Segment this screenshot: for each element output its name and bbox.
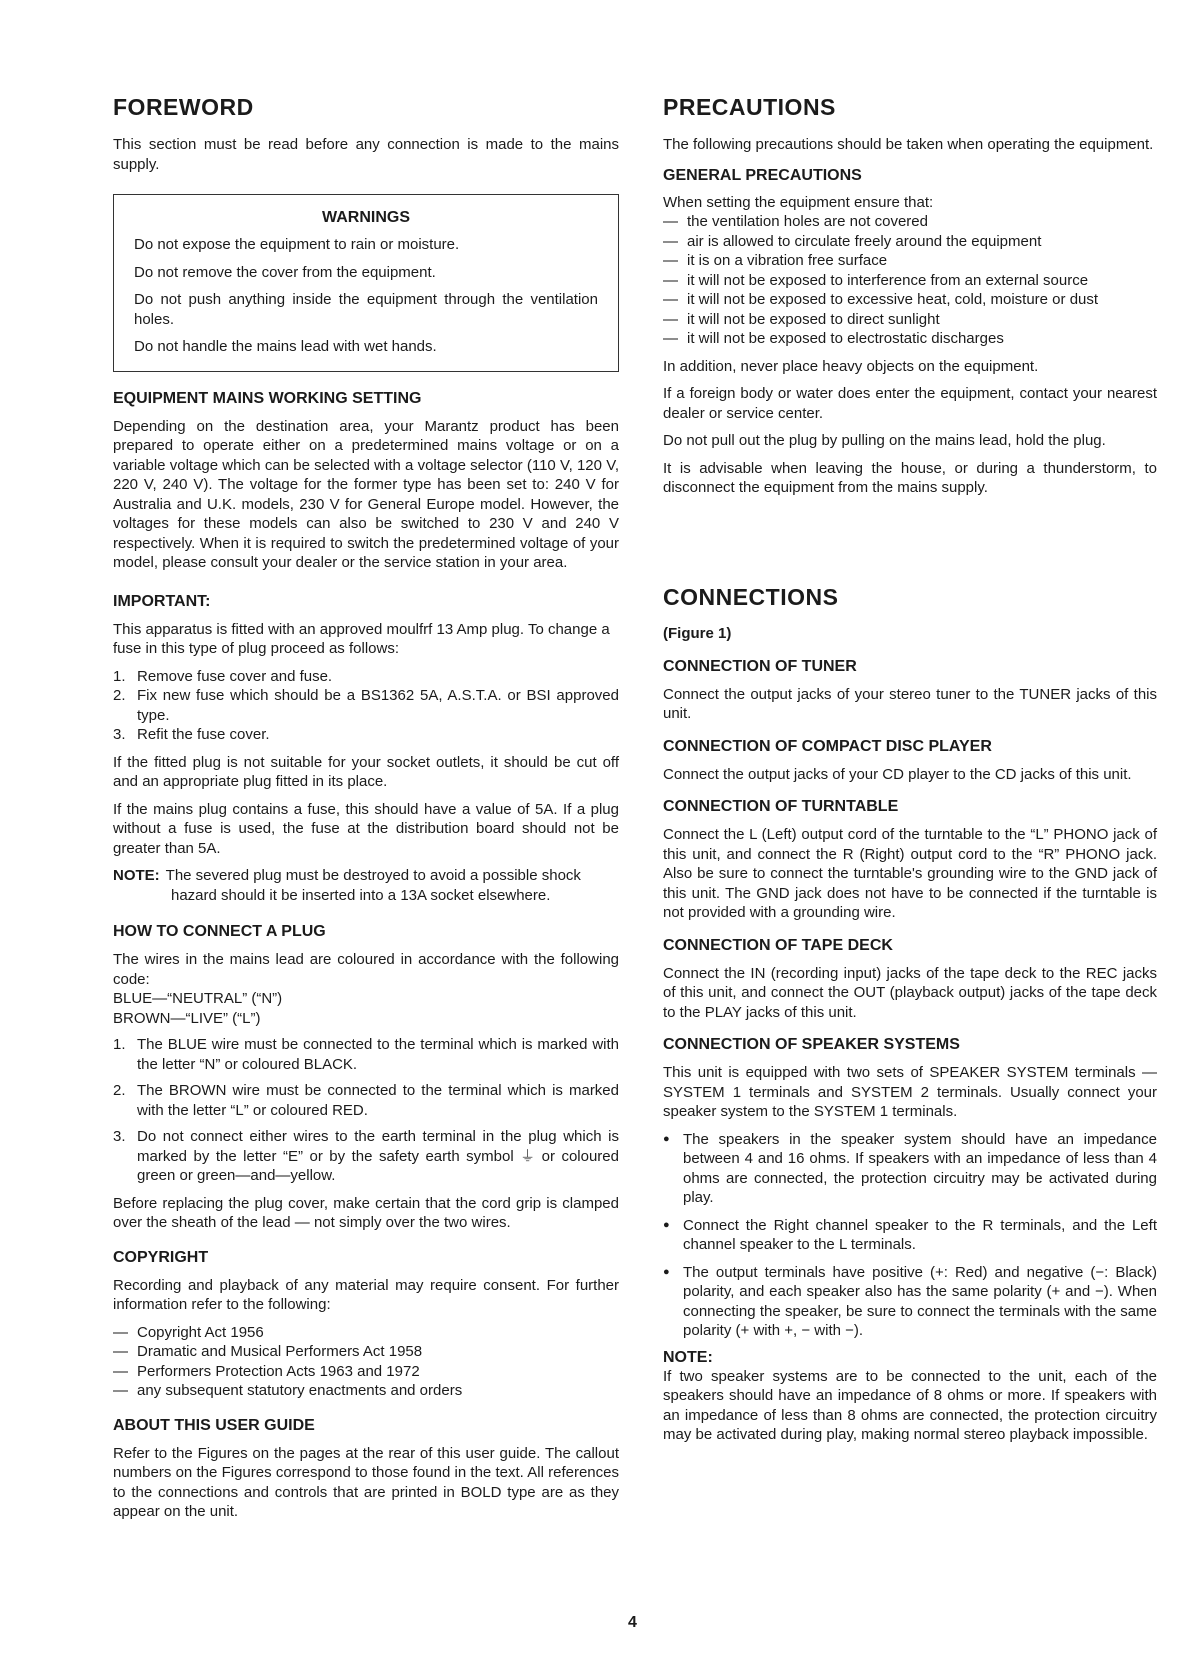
copyright-list [113,1323,619,1401]
fuse-steps-list [113,667,619,745]
precautions-para: In addition, never place heavy objects on the equipment. [663,357,1039,375]
color-code: BLUE—“NEUTRAL” (“N”) [113,990,283,1007]
warning-item: Do not expose the equipment to rain or moisture. [134,236,460,253]
page-number: 4 [628,1614,637,1631]
left-column [113,94,619,1522]
foreword-heading: FOREWORD [113,94,254,120]
important-heading: IMPORTANT: [113,592,211,610]
general-precautions-heading: GENERAL PRECAUTIONS [663,166,862,184]
cd-heading: CONNECTION OF COMPACT DISC PLAYER [663,737,992,755]
speaker-note-body: If two speaker systems are to be connected to the unit, each of the speakers should have an impedance of 8 ohms or more. If speakers with an impedance of less than 8 ohms are connected, the protection circuitry may be activated during play, making normal stereo playback impossible. [663,1367,1157,1443]
list-item: ● Connect the Right channel speaker to the R terminals, and the Left channel speaker to the L terminals. [663,1216,1157,1255]
color-code: BROWN—“LIVE” (“L”) [113,1009,261,1027]
right-column [663,94,1157,1445]
figure-reference: (Figure 1) [663,624,732,642]
list-item: ● The speakers in the speaker system should have an impedance between 4 and 16 ohms. If speakers with an impedance of less than 4 ohms are connected, the protection circuitry may be activated during play. [663,1130,1157,1208]
list-item: 1. Remove fuse cover and fuse. [113,667,333,685]
list-item: 3. Refit the fuse cover. [113,726,270,743]
speaker-body: This unit is equipped with two sets of SPEAKER SYSTEM terminals —SYSTEM 1 terminals and SYSTEM 2 terminals. Usually connect your speaker system to the SYSTEM 1 terminals. [663,1064,1157,1120]
tape-body: Connect the IN (recording input) jacks of the tape deck to the REC jacks of this unit, and connect the OUT (playback output) jacks of the tape deck to the PLAY jacks of this unit. [663,964,1157,1021]
mains-setting-heading: EQUIPMENT MAINS WORKING SETTING [113,389,422,407]
note-text: The severed plug must be destroyed to avoid a possible shock hazard should it be inserted into a 13A socket elsewhere. [165,867,581,904]
turntable-heading: CONNECTION OF TURNTABLE [663,798,899,815]
warning-item: Do not remove the cover from the equipment. [134,263,436,281]
speaker-heading: CONNECTION OF SPEAKER SYSTEMS [663,1036,960,1053]
precautions-intro: The following precautions should be taken when operating the equipment. [663,136,1154,153]
precautions-heading: PRECAUTIONS [663,94,836,120]
important-para: If the mains plug contains a fuse, this should have a value of 5A. If a plug without a fuse is used, the fuse at the distribution board should not be greater than 5A. [113,800,619,857]
list-item: — it will not be exposed to excessive heat, cold, moisture or dust [663,290,1157,310]
connect-plug-outro: Before replacing the plug cover, make certain that the cord grip is clamped over the sheath of the lead — not simply over the two wires. [113,1194,619,1231]
copyright-intro: Recording and playback of any material may require consent. For further information refer to the following: [113,1276,619,1313]
general-precautions-intro: When setting the equipment ensure that: [663,193,934,211]
list-item: — it will not be exposed to interference from an external source [663,271,1157,291]
list-item: ● The output terminals have positive (+: Red) and negative (−: Black) polarity, and each speaker also has the same polarity (+ and −). When connecting the speaker, be sure to connect the terminals with the same polarity (+ with +, − with −). [663,1263,1157,1341]
list-item: — any subsequent statutory enactments and orders [113,1381,619,1401]
cd-body: Connect the output jacks of your CD player to the CD jacks of this unit. [663,765,1132,783]
important-note [113,866,619,905]
connect-plug-intro: The wires in the mains lead are coloured in accordance with the following code: [113,951,619,988]
mains-setting-body: Depending on the destination area, your Marantz product has been prepared to operate either on a predetermined mains voltage or on a variable voltage which can be selected with a voltage selector (110 V, 120 V, 220 V, 240 V). The voltage for the former type has been set to: 240 V for Australia and U.K. models, 230 V for General Europe model. However, the voltages for these models can also be switched to 230 V and 240 V respectively. When it is required to switch the predetermined voltage of your model, please consult your dealer or the service station in your area. [113,417,619,571]
warnings-heading: WARNINGS [322,209,410,226]
list-item: 2. Fix new fuse which should be a BS1362 5A, A.S.T.A. or BSI approved type. [113,687,619,724]
plug-steps-list [113,1035,619,1186]
connections-heading: CONNECTIONS [663,583,839,610]
list-item: — it will not be exposed to direct sunlight [663,310,1157,330]
user-guide-heading: ABOUT THIS USER GUIDE [113,1416,315,1434]
copyright-heading: COPYRIGHT [113,1248,209,1266]
list-item: — Dramatic and Musical Performers Act 1958 [113,1342,619,1362]
turntable-body: Connect the L (Left) output cord of the turntable to the “L” PHONO jack of this unit, and connect the R (Right) output cord to the “R” PHONO jack. Also be sure to connect the turntable's grounding wire to the GND jack of this unit. The GND jack does not have to be connected if the turntable is not provided with a grounding wire. [663,826,1157,921]
important-intro: This apparatus is fitted with an approved moulfrf 13 Amp plug. To change a fuse in this type of plug proceed as follows: [113,620,610,657]
list-item: — Performers Protection Acts 1963 and 1972 [113,1362,619,1382]
note-label: NOTE: [113,867,160,884]
connect-plug-heading: HOW TO CONNECT A PLUG [113,923,326,940]
user-guide-body: Refer to the Figures on the pages at the rear of this user guide. The callout numbers on the Figures correspond to those found in the text. All references to the connections and controls that are printed in BOLD type are as they appear on the unit. [113,1444,619,1520]
list-item: — Copyright Act 1956 [113,1323,619,1343]
list-item: — the ventilation holes are not covered [663,212,1157,232]
list-item: 2. The BROWN wire must be connected to the terminal which is marked with the letter “L” or coloured RED. [113,1082,619,1119]
precautions-para: Do not pull out the plug by pulling on the mains lead, hold the plug. [663,432,1106,449]
list-item: — it will not be exposed to electrostatic discharges [663,329,1157,349]
precautions-para: It is advisable when leaving the house, or during a thunderstorm, to disconnect the equipment from the mains supply. [663,459,1157,496]
precautions-list [663,212,1157,349]
tape-heading: CONNECTION OF TAPE DECK [663,936,893,954]
warnings-box [113,194,619,372]
speaker-bullets [663,1130,1157,1341]
warning-item: Do not handle the mains lead with wet hands. [134,338,437,355]
warning-item: Do not push anything inside the equipment through the ventilation holes. [134,291,598,328]
precautions-para: If a foreign body or water does enter the equipment, contact your nearest dealer or service center. [663,385,1157,422]
list-item: — it is on a vibration free surface [663,251,1157,271]
list-item: 1. The BLUE wire must be connected to the terminal which is marked with the letter “N” or coloured BLACK. [113,1036,619,1073]
tuner-heading: CONNECTION OF TUNER [663,657,857,675]
foreword-intro: This section must be read before any connection is made to the mains supply. [113,136,619,173]
list-item: 3. Do not connect either wires to the earth terminal in the plug which is marked by the letter “E” or by the safety earth symbol ⏚ or coloured green or green—and—yellow. [113,1128,619,1184]
tuner-body: Connect the output jacks of your stereo tuner to the TUNER jacks of this unit. [663,685,1157,722]
list-item: — air is allowed to circulate freely around the equipment [663,232,1157,252]
speaker-note-label: NOTE: [663,1348,713,1366]
important-para: If the fitted plug is not suitable for your socket outlets, it should be cut off and an appropriate plug fitted in its place. [113,753,619,790]
